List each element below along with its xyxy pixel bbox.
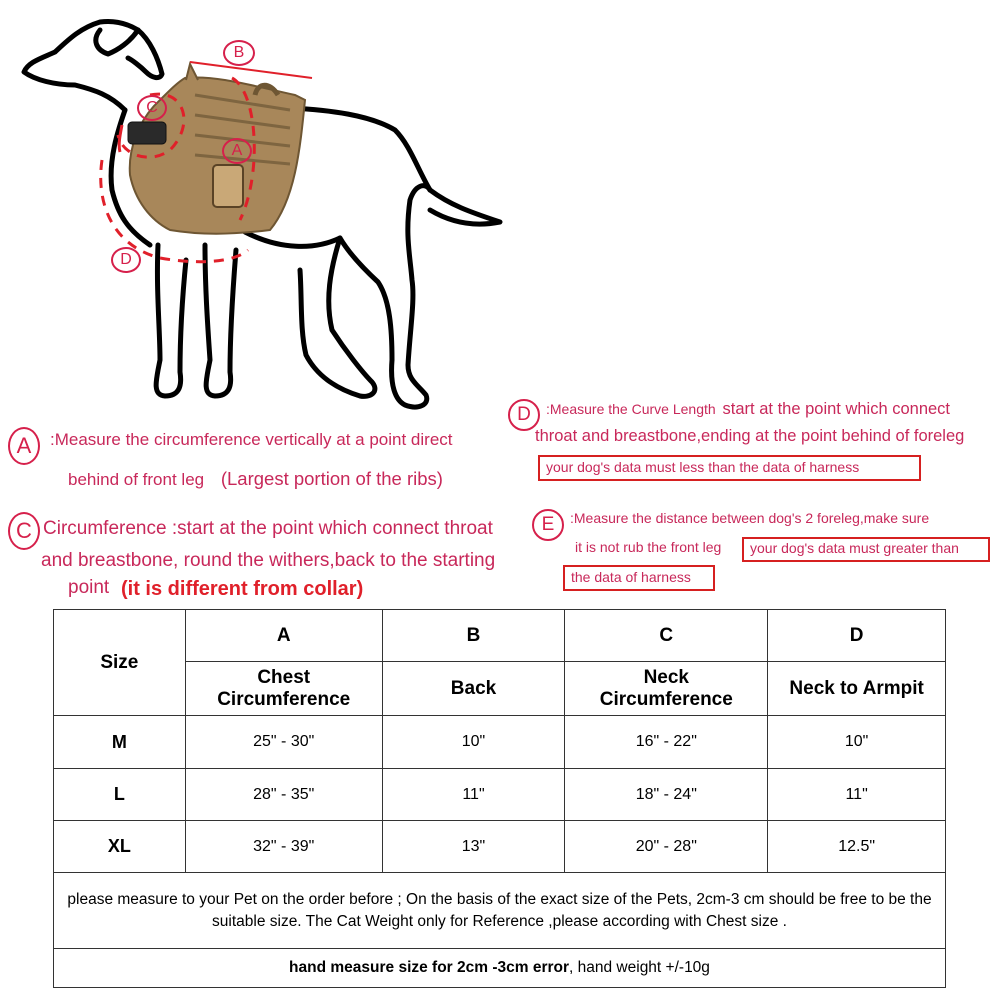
value-cell: 18" - 24" (565, 769, 768, 821)
instruction-d-line1a: :Measure the Curve Length (546, 401, 716, 417)
column-name-d: Neck to Armpit (768, 662, 946, 716)
column-letter-d: D (768, 610, 946, 662)
footer-bold: hand measure size for 2cm -3cm error (289, 959, 570, 976)
value-cell: 12.5" (768, 821, 946, 873)
column-name-b: Back (382, 662, 565, 716)
instruction-c-note: (it is different from collar) (121, 578, 364, 600)
measure-note: please measure to your Pet on the order before ; On the basis of the exact size of the Pets, 2cm-3 cm should be free to be the suitable size. The Cat Weight only for Reference ,please according with Chest size . (54, 873, 946, 949)
back-length-line (190, 62, 312, 78)
instruction-e-letter: E (532, 509, 564, 541)
column-letter-b: B (382, 610, 565, 662)
value-cell: 25" - 30" (185, 716, 382, 769)
label-c-marker: C (137, 95, 167, 121)
instruction-c-line2: and breastbone, round the withers,back to the starting (41, 550, 496, 571)
instruction-e-warning-1: your dog's data must greater than (742, 537, 990, 562)
table-row (54, 769, 946, 821)
value-cell: 11" (382, 769, 565, 821)
value-cell: 10" (768, 716, 946, 769)
footer-rest: , hand weight +/-10g (569, 959, 710, 976)
instruction-e-warning-2: the data of harness (563, 565, 715, 591)
label-b-marker: B (223, 40, 255, 66)
size-cell: XL (54, 821, 186, 873)
value-cell: 20" - 28" (565, 821, 768, 873)
table-row (54, 821, 946, 873)
size-header: Size (54, 610, 186, 716)
dog-illustration (0, 0, 1000, 420)
instruction-e-line2: it is not rub the front leg (575, 539, 722, 555)
instruction-d-line2: throat and breastbone,ending at the point behind of foreleg (535, 427, 965, 445)
instruction-a-note: (Largest portion of the ribs) (220, 468, 443, 489)
column-letter-a: A (185, 610, 382, 662)
instruction-c-line3: point (68, 577, 110, 598)
instruction-c-line1: Circumference :start at the point which connect throat (43, 518, 493, 539)
instruction-d-letter: D (508, 399, 540, 431)
instruction-a-line2 (68, 468, 443, 490)
size-chart-table (53, 609, 946, 988)
instruction-a-line1: :Measure the circumference vertically at a point direct (50, 430, 453, 449)
instruction-a-line2-text: behind of front leg (68, 470, 205, 489)
value-cell: 11" (768, 769, 946, 821)
table-footer (54, 949, 946, 988)
value-cell: 32" - 39" (185, 821, 382, 873)
instruction-a-letter: A (8, 427, 40, 465)
size-cell: L (54, 769, 186, 821)
label-a-marker: A (222, 138, 252, 164)
value-cell: 13" (382, 821, 565, 873)
value-cell: 16" - 22" (565, 716, 768, 769)
harness-image (128, 64, 305, 234)
column-name-a: Chest Circumference (185, 662, 382, 716)
instruction-d-line1b: start at the point which connect (722, 400, 951, 418)
table-row (54, 716, 946, 769)
instruction-d-line1 (546, 400, 950, 419)
instruction-c-letter: C (8, 512, 40, 550)
value-cell: 10" (382, 716, 565, 769)
instruction-e-line1: :Measure the distance between dog's 2 foreleg,make sure (570, 510, 930, 526)
label-d-marker: D (111, 247, 141, 273)
column-letter-c: C (565, 610, 768, 662)
column-name-c: Neck Circumference (565, 662, 768, 716)
instruction-d-warning: your dog's data must less than the data of harness (538, 455, 921, 481)
size-cell: M (54, 716, 186, 769)
value-cell: 28" - 35" (185, 769, 382, 821)
